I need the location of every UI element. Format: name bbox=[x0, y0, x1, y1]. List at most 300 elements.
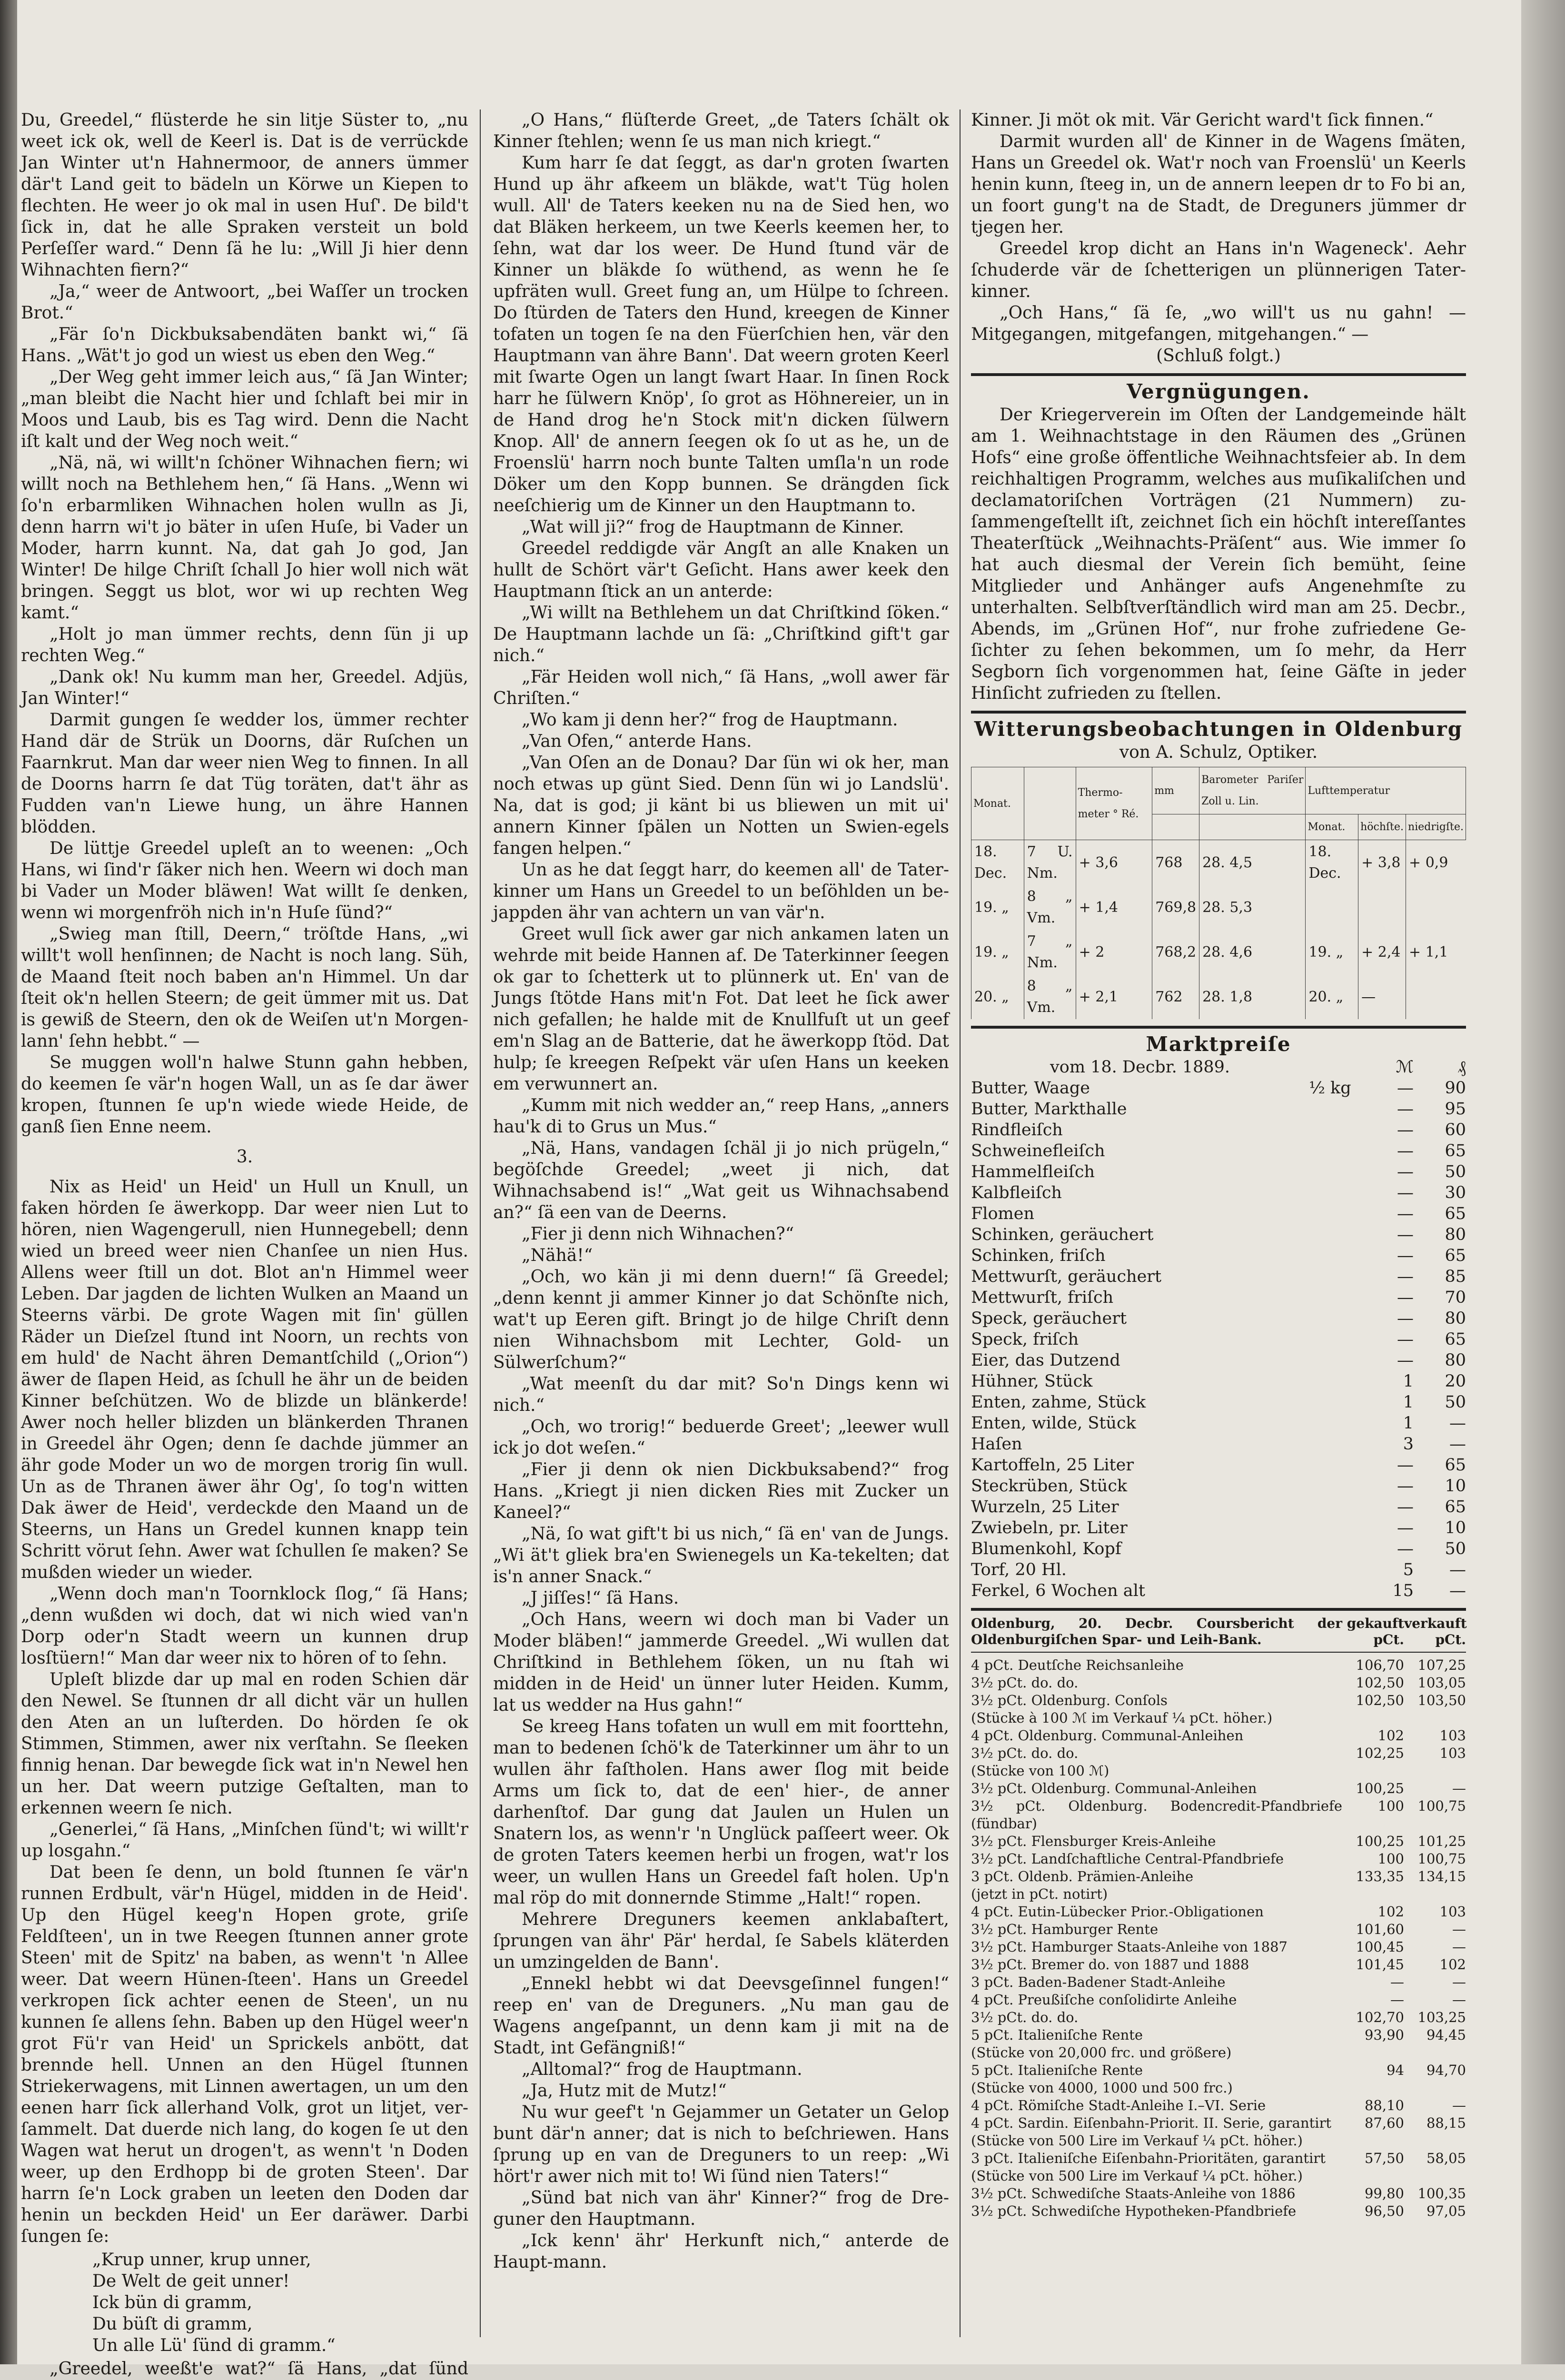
market-item-mark: — bbox=[1397, 1121, 1414, 1140]
market-item-row bbox=[971, 1203, 1466, 1224]
market-item-name: Kalbfleiſch bbox=[971, 1183, 1062, 1202]
market-item-unit bbox=[1309, 1392, 1371, 1413]
weather-cell: 769,8 bbox=[1152, 885, 1199, 930]
exchange-sell: 103 bbox=[1439, 1745, 1466, 1761]
market-item-row bbox=[971, 1455, 1466, 1476]
story-paragraph: „Nä, ſo wat gift't bi us nich,“ ſä en' van de Jungs. „Wi ät't gliek bra'en Swienegels un Ka-tekelten; dat is'n anner Snack.“ bbox=[493, 1524, 949, 1587]
exchange-buy: 94 bbox=[1387, 2062, 1404, 2078]
exchange-row bbox=[971, 2097, 1466, 2114]
market-item-mark: 15 bbox=[1392, 1581, 1414, 1600]
market-item-unit bbox=[1309, 1476, 1371, 1497]
weather-header: Barometer Pariſer Zoll u. Lin. bbox=[1199, 767, 1306, 814]
market-item-name: Eier, das Dutzend bbox=[971, 1351, 1120, 1370]
story-paragraph: Kum harr ſe dat ſeggt, as dar'n groten ſwarten Hund up ähr afkeem un bläkde, wat't Tüg holen wull. All' de Taters keeken nu na de Sied hen, wo dat Bläken herkeem, un twe Keerls keemen her, to ſehn, wat dar los weer. De Hund ſtund vär de Kinner un bläkde ſo wüthend, as wenn he ſe upfräten wull. Greet fung an, um Hülpe to ſchreen. Do ſtürden de Taters den Hund, kreegen de Kinner tofaten un togen ſe na den Füerſchien hen, vär den Hauptmann van ähre Bann'. Dat weern groten Keerl mit ſwarte Ogen un langt ſwart Haar. In ſinen Rock harr he ſülwern Knöp', ſo grot as Höhnereier, un in de Hand drog he'n Stock mit'n dicken ſülwern Knop. All' de annern ſeegen ok ſo ut as he, un de Froenslü' harrn noch bunte Talten umſla'n un rode Döker um den Kopp bunnen. Se drängden ſick neeſchierig um de Kinner un den Hauptmann to. bbox=[493, 153, 949, 516]
market-item-row bbox=[971, 1078, 1466, 1099]
section-divider bbox=[971, 373, 1466, 376]
exchange-security: 3½ pCt. Oldenburg. Conſols bbox=[971, 1692, 1168, 1708]
story-paragraph: „Generlei,“ ſä Hans, „Minſchen ſünd't; wi willt'r up losgahn.“ bbox=[21, 1820, 468, 1861]
weather-cell: 28. 4,5 bbox=[1199, 840, 1306, 885]
weather-header: mm bbox=[1152, 767, 1199, 814]
exchange-security: (Stücke von 4000, 1000 und 500 frc.) bbox=[971, 2080, 1233, 2096]
market-item-unit bbox=[1309, 1099, 1371, 1120]
story-paragraph: Darmit wurden all' de Kinner in de Wagens ſmäten, Hans un Greedel ok. Wat'r noch van Froenslü' un Keerls henin kunn, ſteeg in, un de annern leepen dr to Fo bi an, un foort gung't na de Stadt, de Dreguners jümmer dr tjegen her. bbox=[971, 132, 1466, 237]
weather-cell bbox=[1306, 885, 1358, 930]
exchange-row bbox=[971, 1709, 1466, 1727]
weather-subheading: von A. Schulz, Optiker. bbox=[1119, 743, 1318, 762]
market-item-pfennig: — bbox=[1449, 1581, 1466, 1600]
market-item-name: Schweinefleiſch bbox=[971, 1141, 1105, 1160]
market-item-pfennig: — bbox=[1449, 1414, 1466, 1433]
market-item-mark: 1 bbox=[1403, 1414, 1414, 1433]
exchange-row bbox=[971, 1692, 1466, 1709]
exchange-sell: 107,25 bbox=[1417, 1657, 1466, 1673]
exchange-sell: 134,15 bbox=[1417, 1868, 1466, 1884]
market-item-pfennig: 65 bbox=[1445, 1141, 1466, 1160]
market-item-pfennig: 65 bbox=[1445, 1456, 1466, 1475]
exchange-row bbox=[971, 2062, 1466, 2079]
exchange-buy: 102,25 bbox=[1356, 1745, 1404, 1761]
story-paragraph: „Nä, Hans, vandagen ſchäl ji jo nich prügeln,“ begöſchde Greedel; „weet ji nich, dat Wihnachsabend is!“ „Wat geit us Wihnachsabend an?“ ſä een van de Deerns. bbox=[493, 1139, 949, 1222]
weather-table bbox=[971, 767, 1466, 1019]
weather-cell: + 1,1 bbox=[1406, 930, 1466, 974]
market-item-unit bbox=[1309, 1140, 1371, 1161]
exchange-security: 4 pCt. Preußiſche conſolidirte Anleihe bbox=[971, 1992, 1237, 2008]
exchange-security: 3 pCt. Oldenb. Prämien-Anleihe bbox=[971, 1868, 1194, 1884]
exchange-security: 4 pCt. Deutſche Reichsanleihe bbox=[971, 1657, 1184, 1673]
exchange-row bbox=[971, 1762, 1466, 1780]
exchange-buy bbox=[1342, 1885, 1404, 1903]
exchange-row bbox=[971, 2202, 1466, 2220]
market-item-mark: — bbox=[1397, 1183, 1414, 1202]
exchange-buy: 100,45 bbox=[1356, 1939, 1404, 1955]
exchange-security: (jetzt in pCt. notirt) bbox=[971, 1886, 1108, 1902]
market-item-unit bbox=[1309, 1182, 1371, 1203]
exchange-row bbox=[971, 1903, 1466, 1921]
weather-cell: + 2 bbox=[1076, 930, 1152, 974]
exchange-security: 3½ pCt. Flensburger Kreis-Anleihe bbox=[971, 1833, 1216, 1849]
exchange-col-sell: verkauft pCt. bbox=[1404, 1616, 1467, 1647]
story-paragraph: „Wo kam ji denn her?“ frog de Hauptmann. bbox=[522, 710, 898, 730]
exchange-sell: 103,05 bbox=[1417, 1675, 1466, 1691]
market-item-row bbox=[971, 1245, 1466, 1266]
market-item-row bbox=[971, 1538, 1466, 1559]
exchange-row bbox=[971, 1674, 1466, 1692]
market-item-row bbox=[971, 1287, 1466, 1308]
weather-cell: 18. Dec. bbox=[1306, 840, 1358, 885]
story-paragraph: „Greedel, weeßt'e wat?“ ſä Hans, „dat ſünd bbox=[50, 2359, 468, 2379]
market-item-name: Steckrüben, Stück bbox=[971, 1477, 1128, 1496]
market-item-name: Rindfleiſch bbox=[971, 1121, 1063, 1140]
market-item-pfennig: 80 bbox=[1445, 1351, 1466, 1370]
weather-cell: 768,2 bbox=[1152, 930, 1199, 974]
market-item-mark: — bbox=[1397, 1225, 1414, 1244]
exchange-row bbox=[971, 1938, 1466, 1956]
market-item-unit bbox=[1309, 1224, 1371, 1245]
exchange-buy: 99,80 bbox=[1364, 2185, 1404, 2202]
exchange-buy: — bbox=[1390, 1992, 1404, 2008]
exchange-buy bbox=[1342, 1709, 1404, 1727]
market-item-mark: 3 bbox=[1403, 1435, 1414, 1454]
market-item-pfennig: 30 bbox=[1445, 1183, 1466, 1202]
weather-cell bbox=[1406, 885, 1466, 930]
market-item-row bbox=[971, 1517, 1466, 1538]
exchange-sell bbox=[1404, 2167, 1466, 2185]
market-item-mark: — bbox=[1397, 1456, 1414, 1475]
exchange-sell: — bbox=[1452, 1921, 1466, 1937]
exchange-buy: 101,60 bbox=[1356, 1921, 1404, 1937]
weather-header: niedrigſte. bbox=[1406, 814, 1466, 840]
story-paragraph: „Holt jo man ümmer rechts, denn ſün ji up rechten Weg.“ bbox=[21, 625, 468, 665]
market-item-name: Enten, wilde, Stück bbox=[971, 1414, 1136, 1433]
verse-line: De Welt de geit unner! bbox=[92, 2271, 290, 2291]
market-item-pfennig: 95 bbox=[1445, 1100, 1466, 1119]
market-item-row bbox=[971, 1559, 1466, 1580]
market-item-row bbox=[971, 1308, 1466, 1329]
exchange-security: 3½ pCt. do. do. bbox=[971, 2009, 1079, 2025]
weather-heading: Witterungsbeobachtungen in Oldenburg bbox=[974, 717, 1463, 741]
weather-cell: 20. „ bbox=[1306, 974, 1358, 1019]
story-paragraph: „Och Hans,“ ſä ſe, „wo will't us nu gahn! — Mitgegangen, mitgefangen, mitgehangen.“ — bbox=[971, 303, 1466, 344]
exchange-buy: 93,90 bbox=[1364, 2027, 1404, 2043]
market-item-pfennig: 10 bbox=[1445, 1477, 1466, 1496]
market-item-name: Speck, geräuchert bbox=[971, 1309, 1127, 1328]
market-item-row bbox=[971, 1161, 1466, 1182]
exchange-row bbox=[971, 2132, 1466, 2150]
market-item-mark: — bbox=[1397, 1246, 1414, 1265]
market-item-name: Ferkel, 6 Wochen alt bbox=[971, 1581, 1145, 1600]
exchange-row bbox=[971, 2079, 1466, 2097]
story-paragraph: „Van Ofen,“ anterde Hans. bbox=[522, 732, 752, 751]
story-paragraph: Se muggen woll'n halwe Stunn gahn hebben, do keemen ſe vär'n hogen Wall, un as ſe dar äwer kropen, ſtunnen ſe up'n wiede wiede Heide, de ganß ſien Enne neem. bbox=[21, 1053, 468, 1137]
column-rule bbox=[960, 109, 961, 2337]
weather-cell: 18. Dec. bbox=[971, 840, 1024, 885]
exchange-security: 3½ pCt. Oldenburg. Bodencredit-Pfandbriefe (fündbar) bbox=[971, 1798, 1342, 1832]
exchange-row bbox=[971, 2009, 1466, 2026]
exchange-buy: 106,70 bbox=[1356, 1657, 1404, 1673]
market-price-list bbox=[971, 1078, 1466, 1601]
exchange-row bbox=[971, 1850, 1466, 1868]
exchange-security: 3½ pCt. Hamburger Rente bbox=[971, 1921, 1159, 1937]
market-item-name: Flomen bbox=[971, 1204, 1034, 1223]
exchange-row bbox=[971, 2114, 1466, 2132]
market-item-pfennig: 50 bbox=[1445, 1539, 1466, 1558]
exchange-sell bbox=[1404, 1762, 1466, 1780]
market-item-mark: 5 bbox=[1403, 1560, 1414, 1579]
weather-cell: — bbox=[1358, 974, 1406, 1019]
market-item-mark: — bbox=[1397, 1100, 1414, 1119]
exchange-row bbox=[971, 1956, 1466, 1973]
exchange-col-buy: gekauft pCt. bbox=[1347, 1616, 1404, 1647]
weather-cell: + 2,4 bbox=[1358, 930, 1406, 974]
exchange-security: (Stücke von 20,000 frc. und größere) bbox=[971, 2044, 1232, 2061]
exchange-rate-list bbox=[971, 1656, 1466, 2220]
entertainment-text: Der Kriegerverein im Oſten der Landgemeinde hält am 1. Weihnachtstage in den Räumen des „Grünen Hofs“ eine große öffentliche Weihnachtsfeier ab. In dem reichhaltigen Programm, welches aus muſikaliſchen und declamatoriſchen Vorträgen (21 Nummern) zu-ſammengeſtellt iſt, zeichnet ſich ein höchſt intereſſantes Theaterſtück „Weihnachts-Präſent“ aus. Wie immer ſo hat auch diesmal der Verein ſich bemüht, ſeine Mitglieder und Anhänger aufs Angenehmſte zu unterhalten. Selbſtverſtändlich wird man am 25. Decbr., Abends, im „Grünen Hof“, nur frohe zufriedene Ge-ſichter zu ſehen bekommen, um ſo mehr, da Herr Segborn ſich vorgenommen hat, ſeine Gäſte in jeder Hinſicht zufrieden zu ſtellen. bbox=[971, 405, 1466, 703]
exchange-row bbox=[971, 2185, 1466, 2202]
market-item-pfennig: 20 bbox=[1445, 1372, 1466, 1391]
market-item-row bbox=[971, 1350, 1466, 1371]
story-paragraph: „Ja, Hutz mit de Mutz!“ bbox=[522, 2081, 727, 2101]
exchange-buy: 88,10 bbox=[1364, 2097, 1404, 2113]
section-divider bbox=[971, 1652, 1466, 1653]
exchange-security: 3½ pCt. do. do. bbox=[971, 1745, 1079, 1761]
exchange-row bbox=[971, 1833, 1466, 1850]
section-divider bbox=[971, 711, 1466, 714]
market-item-unit bbox=[1309, 1161, 1371, 1182]
market-item-row bbox=[971, 1371, 1466, 1392]
market-item-unit bbox=[1309, 1120, 1371, 1140]
exchange-sell bbox=[1404, 2132, 1466, 2150]
weather-header: Lufttemperatur bbox=[1306, 767, 1466, 814]
market-item-row bbox=[971, 1392, 1466, 1413]
weather-cell: 7 „ Nm. bbox=[1024, 930, 1076, 974]
market-item-row bbox=[971, 1413, 1466, 1434]
weather-cell: + 1,4 bbox=[1076, 885, 1152, 930]
market-date-row bbox=[971, 1057, 1466, 1078]
table-row bbox=[971, 840, 1466, 885]
exchange-row bbox=[971, 1745, 1466, 1762]
story-paragraph: „Dank ok! Nu kumm man her, Greedel. Adjüs, Jan Winter!“ bbox=[21, 667, 468, 708]
exchange-buy: 57,50 bbox=[1364, 2150, 1404, 2166]
section-divider bbox=[971, 1608, 1466, 1611]
verse-line: Un alle Lü' ſünd di gramm.“ bbox=[92, 2336, 336, 2355]
exchange-sell: 101,25 bbox=[1417, 1833, 1466, 1849]
story-paragraph: Mehrere Dreguners keemen anklabaſtert, ſprungen van ähr' Pär' herdal, ſe Sabels kläterden un umzingelden de Bann'. bbox=[493, 1910, 949, 1972]
weather-header bbox=[1152, 814, 1199, 840]
section-divider bbox=[971, 1026, 1466, 1029]
exchange-sell bbox=[1404, 2079, 1466, 2097]
market-item-row bbox=[971, 1476, 1466, 1497]
exchange-sell: 100,75 bbox=[1417, 1851, 1466, 1867]
exchange-buy: 100 bbox=[1377, 1798, 1404, 1814]
market-item-pfennig: 90 bbox=[1445, 1079, 1466, 1098]
exchange-buy: 133,35 bbox=[1356, 1868, 1404, 1884]
market-item-mark: — bbox=[1397, 1079, 1414, 1098]
exchange-buy: 102,50 bbox=[1356, 1692, 1404, 1708]
market-item-unit bbox=[1309, 1245, 1371, 1266]
exchange-row bbox=[971, 1921, 1466, 1938]
exchange-row bbox=[971, 2044, 1466, 2062]
exchange-buy bbox=[1342, 2044, 1404, 2062]
story-paragraph: „Alltomal?“ frog de Hauptmann. bbox=[522, 2060, 802, 2079]
exchange-security: 3½ pCt. Oldenburg. Communal-Anleihen bbox=[971, 1780, 1257, 1796]
story-paragraph: „Wat will ji?“ frog de Hauptmann de Kinner. bbox=[522, 517, 904, 537]
market-item-mark: 1 bbox=[1403, 1393, 1414, 1412]
market-item-name: Hühner, Stück bbox=[971, 1372, 1093, 1391]
exchange-buy: 87,60 bbox=[1364, 2115, 1404, 2131]
weather-cell bbox=[1406, 974, 1466, 1019]
exchange-security: 4 pCt. Sardin. Eiſenbahn-Priorit. II. Serie, garantirt bbox=[971, 2115, 1332, 2131]
market-item-mark: — bbox=[1397, 1267, 1414, 1286]
weather-cell: 19. „ bbox=[971, 885, 1024, 930]
exchange-security: 5 pCt. Italieniſche Rente bbox=[971, 2027, 1143, 2043]
market-item-unit bbox=[1309, 1559, 1371, 1580]
exchange-sell: 58,05 bbox=[1426, 2150, 1466, 2166]
exchange-buy: 96,50 bbox=[1364, 2203, 1404, 2219]
story-paragraph: „Wat meenſt du dar mit? So'n Dings kenn wi nich.“ bbox=[493, 1374, 949, 1415]
market-item-pfennig: 60 bbox=[1445, 1121, 1466, 1140]
exchange-security: (Stücke von 100 ℳ) bbox=[971, 1763, 1109, 1779]
exchange-sell: — bbox=[1452, 1992, 1466, 2008]
table-row bbox=[971, 974, 1466, 1019]
exchange-sell: 103 bbox=[1439, 1727, 1466, 1744]
exchange-sell: 97,05 bbox=[1426, 2203, 1466, 2219]
market-item-name: Hammelfleiſch bbox=[971, 1162, 1095, 1181]
weather-cell: 28. 4,6 bbox=[1199, 930, 1306, 974]
market-item-unit bbox=[1309, 1266, 1371, 1287]
weather-header: Monat. bbox=[1306, 814, 1358, 840]
exchange-security: 4 pCt. Römiſche Stadt-Anleihe I.–VI. Serie bbox=[971, 2097, 1266, 2113]
exchange-sell bbox=[1404, 1709, 1466, 1727]
market-item-unit bbox=[1309, 1308, 1371, 1329]
story-paragraph: „Wenn doch man'n Toornklock ſlog,“ ſä Hans; „denn wußden wi doch, dat wi nich wied van'n Dorp oder'n Stadt weern un kunnen drup losſtüern!“ Man dar weer nix to hören of to ſehn. bbox=[21, 1584, 468, 1668]
entertainment-heading: Vergnügungen. bbox=[1127, 380, 1310, 403]
market-item-name: Speck, friſch bbox=[971, 1330, 1079, 1349]
market-item-row bbox=[971, 1497, 1466, 1517]
exchange-buy: 101,45 bbox=[1356, 1956, 1404, 1973]
exchange-sell: — bbox=[1452, 1780, 1466, 1796]
market-date: vom 18. Decbr. 1889. bbox=[1050, 1058, 1230, 1077]
weather-cell: 8 „ Vm. bbox=[1024, 974, 1076, 1019]
story-paragraph: „Ick kenn' ähr' Herkunft nich,“ anterde de Haupt-mann. bbox=[493, 2231, 949, 2272]
market-item-mark: 1 bbox=[1403, 1372, 1414, 1391]
table-row bbox=[971, 885, 1466, 930]
market-item-name: Wurzeln, 25 Liter bbox=[971, 1497, 1119, 1517]
market-item-pfennig: 80 bbox=[1445, 1309, 1466, 1328]
market-item-name: Blumenkohl, Kopf bbox=[971, 1539, 1121, 1558]
weather-cell: + 3,8 bbox=[1358, 840, 1406, 885]
story-paragraph: „Sünd bat nich van ähr' Kinner?“ frog de Dre-guner den Hauptmann. bbox=[493, 2188, 949, 2229]
exchange-security: 3½ pCt. do. do. bbox=[971, 1675, 1079, 1691]
story-paragraph: „Nä, nä, wi willt'n ſchöner Wihnachen fiern; wi willt noch na Bethlehem hen,“ ſä Hans. „Wenn wi ſo'n erbarmliken Wihnachen holen wulln as Ji, denn harrn wi't jo bäter in uſen Huſe, bi Vader un Moder, harrn kunnt. Na, dat gah Jo god, Jan Winter! De hilge Chriſt ſchall Jo hier woll nich wät bringen. Seggt us blot, wor wi up rechten Weg kamt.“ bbox=[21, 453, 468, 623]
market-item-name: Mettwurſt, geräuchert bbox=[971, 1267, 1162, 1286]
story-paragraph: „O Hans,“ flüſterde Greet, „de Taters ſchält ok Kinner ſtehlen; wenn ſe us man nich kriegt.“ bbox=[493, 110, 949, 151]
exchange-row bbox=[971, 1797, 1466, 1833]
market-heading: Marktpreiſe bbox=[1146, 1032, 1291, 1056]
market-item-unit bbox=[1309, 1497, 1371, 1517]
story-paragraph: „Fär Heiden woll nich,“ ſä Hans, „woll awer fär Chriſten.“ bbox=[493, 667, 949, 708]
weather-header: Thermo-meter ° Ré. bbox=[1076, 767, 1152, 840]
exchange-sell bbox=[1404, 2044, 1466, 2062]
weather-cell: 19. „ bbox=[1306, 930, 1358, 974]
pfennig-symbol: ₰ bbox=[1457, 1058, 1466, 1077]
story-paragraph: „Kumm mit nich wedder an,“ reep Hans, „anners hau'k di to Grus un Mus.“ bbox=[493, 1096, 949, 1137]
market-item-mark: — bbox=[1397, 1539, 1414, 1558]
weather-cell bbox=[1358, 885, 1406, 930]
weather-header: höchſte. bbox=[1358, 814, 1406, 840]
market-item-row bbox=[971, 1224, 1466, 1245]
market-item-unit bbox=[1309, 1350, 1371, 1371]
story-paragraph: Nu wur geef't 'n Gejammer un Getater un Gelop bunt där'n anner; dat is nich to beſchriewen. Hans ſprung up en van de Dreguners to un reep: „Wi hört'r awer nich mit to! Wi ſünd nien Taters!“ bbox=[493, 2102, 949, 2186]
weather-cell: 7 U. Nm. bbox=[1024, 840, 1076, 885]
exchange-security: 3½ pCt. Schwediſche Hypotheken-Pfandbriefe bbox=[971, 2203, 1297, 2219]
market-item-name: Enten, zahme, Stück bbox=[971, 1393, 1146, 1412]
weather-cell: 19. „ bbox=[971, 930, 1024, 974]
story-paragraph: „Swieg man ſtill, Deern,“ tröſtde Hans, „wi willt't woll henſinnen; de Nacht is noch lang. Süh, de Maand ſteit noch baben an'n Himmel. Un dar ſteit ok'n hellen Steern; de geit ümmer mit us. Dat is gewiß de Steern, den ok de Weiſen ut'n Morgen-lann' ſehn hebbt.“ — bbox=[21, 924, 468, 1051]
market-item-mark: — bbox=[1397, 1477, 1414, 1496]
story-paragraph: „Fier ji denn ok nien Dickbuksabend?“ frog Hans. „Kriegt ji nien dicken Ries mit Zucker un Kaneel?“ bbox=[493, 1460, 949, 1522]
market-item-row bbox=[971, 1434, 1466, 1455]
exchange-row bbox=[971, 1991, 1466, 2009]
exchange-row bbox=[971, 1885, 1466, 1903]
page-right-margin bbox=[1521, 0, 1565, 2364]
exchange-buy: 100,25 bbox=[1356, 1833, 1404, 1849]
exchange-security: 3½ pCt. Hamburger Staats-Anleihe von 1887 bbox=[971, 1939, 1288, 1955]
exchange-sell: 103,25 bbox=[1417, 2009, 1466, 2025]
exchange-sell: 94,70 bbox=[1426, 2062, 1466, 2078]
market-item-row bbox=[971, 1580, 1466, 1601]
weather-cell: + 3,6 bbox=[1076, 840, 1152, 885]
exchange-security: (Stücke à 100 ℳ im Verkauf ¼ pCt. höher.) bbox=[971, 1710, 1273, 1726]
market-item-unit bbox=[1309, 1371, 1371, 1392]
exchange-buy bbox=[1342, 1762, 1404, 1780]
market-item-unit bbox=[1309, 1203, 1371, 1224]
story-paragraph: Du, Greedel,“ flüsterde he sin litje Süster to, „nu weet ick ok, well de Keerl is. Dat is de verrückde Jan Winter ut'n Hahnermoor, de anners ümmer där't Land geit to bädeln un Körwe un Kiepen to flechten. He weer jo ok mal in usen Huſ'. De bild't ſick in, dat he alle Spraken versteit un bold Perſeſſer ward.“ Denn ſä he lu: „Will Ji hier denn Wihnachten fiern?“ bbox=[21, 110, 468, 280]
weather-cell: 8 „ Vm. bbox=[1024, 885, 1076, 930]
exchange-heading: Oldenburg, 20. Decbr. Coursbericht der Oldenburgiſchen Spar- und Leih-Bank. bbox=[971, 1616, 1342, 1647]
market-item-pfennig: 50 bbox=[1445, 1393, 1466, 1412]
exchange-security: 4 pCt. Eutin-Lübecker Prior.-Obligationen bbox=[971, 1904, 1264, 1920]
market-item-name: Torf, 20 Hl. bbox=[971, 1560, 1067, 1579]
market-item-row bbox=[971, 1120, 1466, 1140]
market-item-row bbox=[971, 1266, 1466, 1287]
market-item-pfennig: 65 bbox=[1445, 1246, 1466, 1265]
story-column-2 bbox=[493, 109, 949, 2337]
adjacent-page-edge bbox=[0, 0, 17, 2364]
story-paragraph: „Der Weg geht immer leich aus,“ ſä Jan Winter; „man bleibt die Nacht hier und ſchlaft bei mir in Moos und Laub, bis es Tag wird. Denn die Nacht iſt kalt und der Weg noch weit.“ bbox=[21, 367, 468, 451]
market-item-mark: — bbox=[1397, 1204, 1414, 1223]
exchange-buy: 102 bbox=[1377, 1727, 1404, 1744]
weather-header bbox=[1199, 814, 1306, 840]
exchange-row bbox=[971, 1656, 1466, 1674]
exchange-buy bbox=[1342, 2132, 1404, 2150]
market-item-row bbox=[971, 1329, 1466, 1350]
market-item-row bbox=[971, 1182, 1466, 1203]
market-item-name: Zwiebeln, pr. Liter bbox=[971, 1518, 1128, 1537]
exchange-buy: 100 bbox=[1377, 1851, 1404, 1867]
exchange-row bbox=[971, 1727, 1466, 1745]
weather-header bbox=[1024, 767, 1076, 840]
market-item-pfennig: 65 bbox=[1445, 1497, 1466, 1517]
market-item-unit: ½ kg bbox=[1309, 1079, 1351, 1098]
market-item-mark: — bbox=[1397, 1141, 1414, 1160]
market-item-name: Kartoffeln, 25 Liter bbox=[971, 1456, 1134, 1475]
exchange-sell: 94,45 bbox=[1426, 2027, 1466, 2043]
market-item-mark: — bbox=[1397, 1330, 1414, 1349]
market-item-name: Schinken, geräuchert bbox=[971, 1225, 1154, 1244]
market-item-pfennig: 65 bbox=[1445, 1204, 1466, 1223]
market-item-mark: — bbox=[1397, 1497, 1414, 1517]
exchange-header-row bbox=[971, 1616, 1466, 1648]
market-item-mark: — bbox=[1397, 1518, 1414, 1537]
exchange-sell: 103 bbox=[1439, 1904, 1466, 1920]
exchange-security: 3½ pCt. Schwediſche Staats-Anleihe von 1886 bbox=[971, 2185, 1296, 2202]
market-item-name: Butter, Waage bbox=[971, 1079, 1090, 1098]
market-item-unit bbox=[1309, 1329, 1371, 1350]
story-paragraph: „Nähä!“ bbox=[522, 1246, 593, 1265]
exchange-row bbox=[971, 1780, 1466, 1797]
exchange-security: 3 pCt. Baden-Badener Stadt-Anleihe bbox=[971, 1974, 1226, 1990]
market-item-pfennig: 65 bbox=[1445, 1330, 1466, 1349]
story-paragraph: De lüttje Greedel upleſt an to weenen: „Och Hans, wi ſind'r ſäker nich hen. Weern wi doch man bi Vader un Moder bläwen! Wat willt ſe denken, wenn wi morgenfröh nich in'n Huſe ſünd?“ bbox=[21, 839, 468, 922]
exchange-sell: — bbox=[1452, 1974, 1466, 1990]
mark-symbol: ℳ bbox=[1396, 1058, 1414, 1077]
market-item-pfennig: 85 bbox=[1445, 1267, 1466, 1286]
continued-note: (Schluß folgt.) bbox=[1156, 346, 1281, 366]
exchange-buy: 102 bbox=[1377, 1904, 1404, 1920]
story-paragraph: „Och, wo trorig!“ beduerde Greet'; „leewer wull ick jo dot weſen.“ bbox=[493, 1417, 949, 1458]
story-paragraph: „Wi willt na Bethlehem un dat Chriſtkind ſöken.“ De Hauptmann lachde un ſä: „Chriſtkind gift't gar nich.“ bbox=[493, 603, 949, 665]
section-number: 3. bbox=[236, 1147, 253, 1167]
